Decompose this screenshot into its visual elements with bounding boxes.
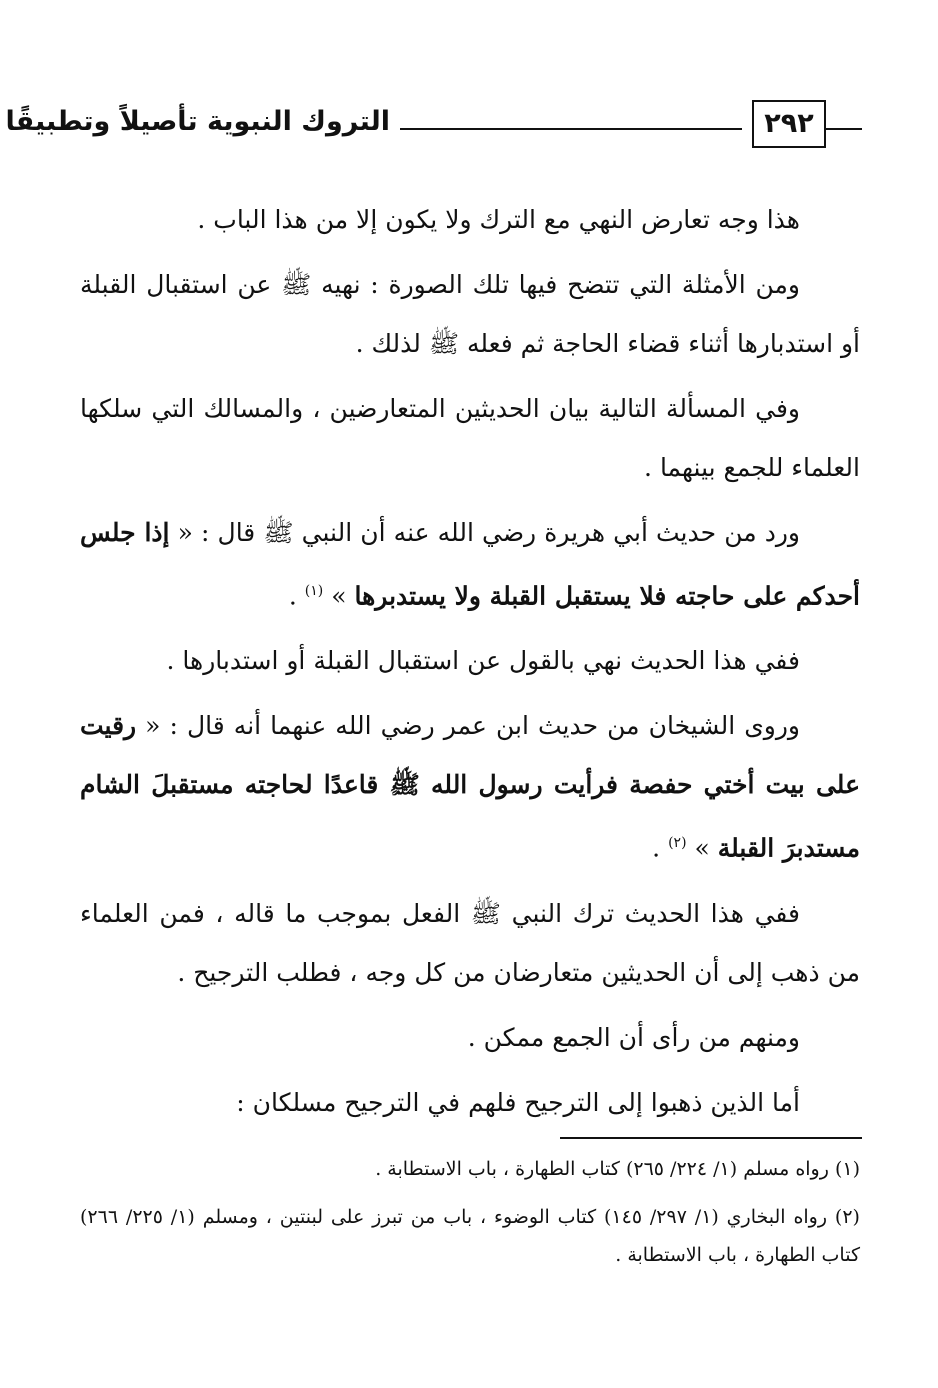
footnote-ref: (١) bbox=[304, 583, 324, 599]
paragraph: ومن الأمثلة التي تتضح فيها تلك الصورة : نهيه ﷺ عن استقبال القبلة أو استدبارها أثناء قضاء الحاجة ثم فعله ﷺ لذلك . bbox=[80, 270, 860, 358]
paragraph: أما الذين ذهبوا إلى الترجيح فلهم في الترجيح مسلكان : bbox=[236, 1087, 800, 1117]
text: » bbox=[686, 833, 718, 863]
footnote-1: (١) رواه مسلم (١/ ٢٢٤/ ٢٦٥) كتاب الطهارة ، باب الاستطابة . bbox=[375, 1158, 860, 1180]
footnote-separator bbox=[560, 1137, 862, 1139]
text: . bbox=[652, 833, 669, 863]
hadith-quote: رقيت على بيت أختي حفصة فرأيت رسول الله ﷺ قاعدًا لحاجته مستقبلَ الشام مستدبرَ القبلة bbox=[80, 711, 860, 863]
header-rule-short bbox=[826, 128, 862, 130]
page-header bbox=[5, 96, 862, 156]
paragraph: ومنهم من رأى أن الجمع ممكن . bbox=[467, 1022, 800, 1052]
footnote-2: (٢) رواه البخاري (١/ ٢٩٧/ ١٤٥) كتاب الوضوء ، باب من تبرز على لبنتين ، ومسلم (١/ ٢٢٥/ ٢٦٦) كتاب الطهارة ، باب الاستطابة . bbox=[80, 1206, 860, 1266]
text: . bbox=[288, 581, 305, 611]
paragraph-hadith-1 bbox=[80, 503, 860, 625]
text: ورد من حديث أبي هريرة رضي الله عنه أن النبي ﷺ قال : « bbox=[169, 518, 800, 547]
page-number: ٢٩٢ bbox=[752, 100, 826, 148]
paragraph: ففي هذا الحديث ترك النبي ﷺ الفعل بموجب ما قاله ، فمن العلماء من ذهب إلى أن الحديثين متعارضان من كل وجه ، فطلب الترجيح . bbox=[80, 898, 860, 987]
paragraph: ففي هذا الحديث نهي بالقول عن استقبال القبلة أو استدبارها . bbox=[166, 646, 800, 676]
paragraph-hadith-2 bbox=[80, 696, 860, 877]
main-text bbox=[80, 190, 860, 1138]
hadith-quote: إذا جلس أحدكم على حاجته فلا يستقبل القبلة ولا يستدبرها bbox=[80, 518, 860, 611]
paragraph: وفي المسألة التالية بيان الحديثين المتعارضين ، والمسالك التي سلكها العلماء للجمع بينهما . bbox=[80, 394, 860, 482]
footnote-ref: (٢) bbox=[668, 835, 687, 852]
text: وروى الشيخان من حديث ابن عمر رضي الله عنهما أنه قال : « bbox=[136, 711, 800, 741]
paragraph: هذا وجه تعارض النهي مع الترك ولا يكون إلا من هذا الباب . bbox=[197, 205, 800, 234]
text: » bbox=[323, 581, 355, 611]
running-title: التروك النبوية تأصيلاً وتطبيقًا bbox=[5, 106, 390, 137]
header-rule bbox=[400, 128, 742, 130]
